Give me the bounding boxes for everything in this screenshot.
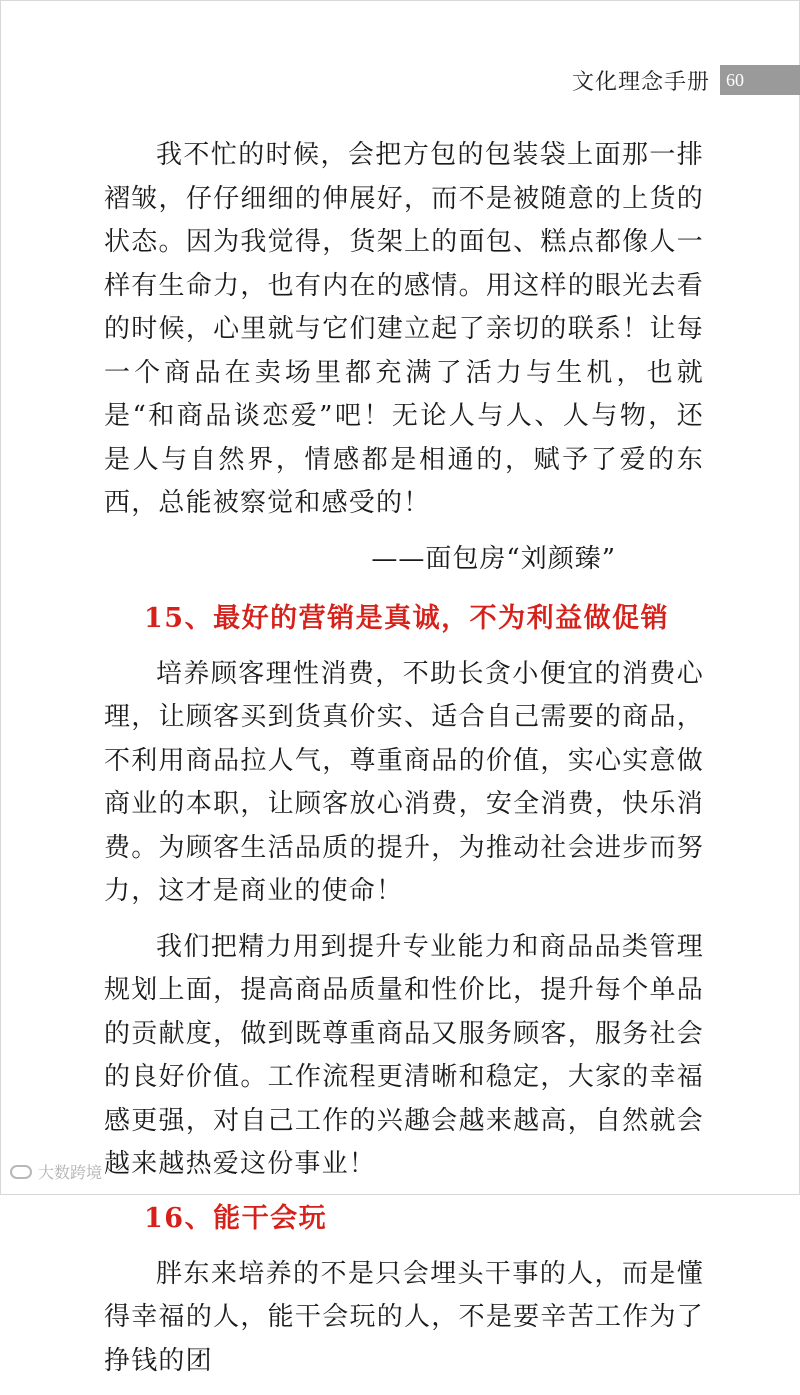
page-number: 60 xyxy=(726,69,744,90)
page-number-tab xyxy=(720,65,800,95)
signature: ——面包房“刘颜臻” xyxy=(371,543,616,574)
paragraph-3: 我们把精力用到提升专业能力和商品品类管理规划上面，提高商品质量和性价比，提升每个单品的贡献度，做到既尊重商品又服务顾客，服务社会的良好价值。工作流程更清晰和稳定，大家的幸福感更强，对自己工作的兴趣会越来越高，自然就会越来越热爱这份事业！ xyxy=(104,931,704,1179)
logo-icon xyxy=(10,1165,32,1179)
paragraph-4: 胖东来培养的不是只会埋头干事的人，而是懂得幸福的人，能干会玩的人，不是要辛苦工作为了挣钱的团 xyxy=(104,1258,704,1376)
watermark xyxy=(10,1160,102,1183)
paragraph-1: 我不忙的时候，会把方包的包装袋上面那一排褶皱，仔仔细细的伸展好，而不是被随意的上货的状态。因为我觉得，货架上的面包、糕点都像人一样有生命力，也有内在的感情。用这样的眼光去看的时候，心里就与它们建立起了亲切的联系！让每一个商品在卖场里都充满了活力与生机，也就是“和商品谈恋爱”吧！无论人与人、人与物，还是人与自然界，情感都是相通的，赋予了爱的东西，总能被察觉和感受的！ xyxy=(104,140,704,518)
page-body xyxy=(104,134,704,1395)
running-header xyxy=(572,64,800,96)
heading-16: 16、能干会玩 xyxy=(144,1202,328,1234)
paragraph-2: 培养顾客理性消费，不助长贪小便宜的消费心理，让顾客买到货真价实、适合自己需要的商品，不利用商品拉人气，尊重商品的价值，实心实意做商业的本职，让顾客放心消费，安全消费，快乐消费。为顾客生活品质的提升，为推动社会进步而努力，这才是商业的使命！ xyxy=(104,658,704,906)
header-title: 文化理念手册 xyxy=(571,69,710,95)
watermark-text: 大数跨境 xyxy=(38,1163,103,1182)
heading-15: 15、最好的营销是真诚，不为利益做促销 xyxy=(144,602,670,634)
